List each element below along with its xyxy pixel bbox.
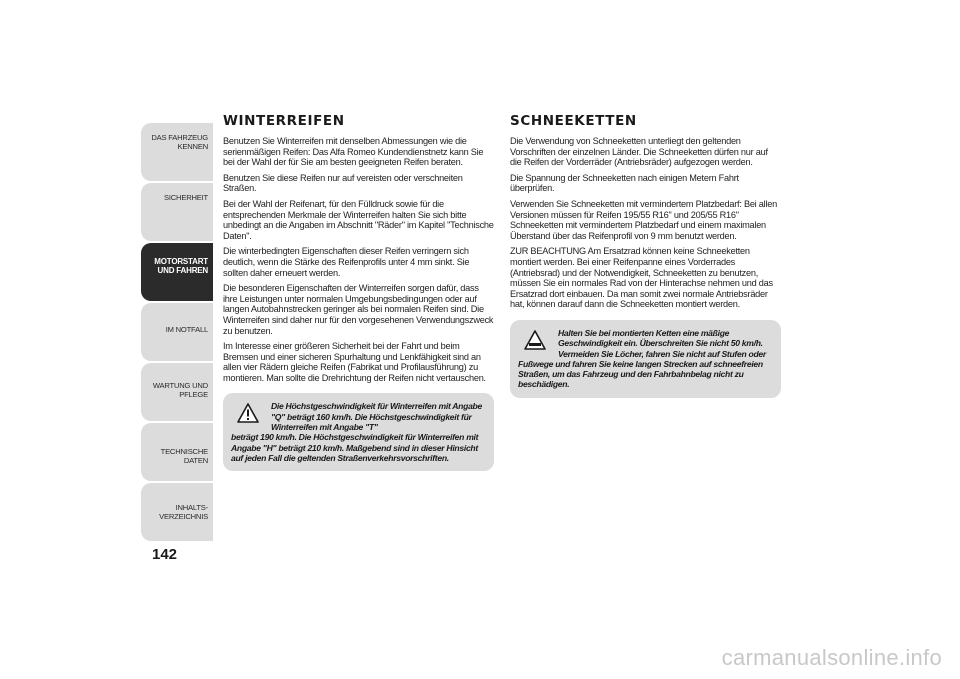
paragraph: Benutzen Sie diese Reifen nur auf vereisten oder verschneiten Straßen. xyxy=(223,172,463,194)
tab-technische-daten[interactable]: TECHNISCHE DATEN xyxy=(141,423,213,481)
paragraph: Die besonderen Eigenschaften der Winterreifen sorgen dafür, dass ihre Leistungen unter normalen Umgebungsbedingungen oder auf langen Autobahnstrecken geringer als bei normalen Reifen sind. Die Winterreifen sind daher nur für den vorgesehenen Verwendungszweck zu benutzen. xyxy=(223,283,494,336)
paragraph: Im Interesse einer größeren Sicherheit bei der Fahrt und beim Bremsen und einer sicheren Spurhaltung und Lenkfähigkeit sind an allen vier Rädern gleiche Reifen (Fabrikat und Profilausführung) zu montieren. Man sollte die Drehrichtung der Reifen nicht vertauschen. xyxy=(223,341,486,383)
warning-text: Die Höchstgeschwindigkeit für Winterreifen mit Angabe "Q" beträgt 160 km/h. Die Höchstgeschwindigkeit für Winterreifen mit Angabe "T" xyxy=(271,401,482,433)
warning-text-rest: beträgt 190 km/h. Die Höchstgeschwindigkeit für Winterreifen mit Angabe "H" beträgt 210 km/h. Maßgebend sind in dieser Hinsicht auf jeden Fall die geltenden Straßenverkehrsvorschriften. xyxy=(231,432,479,463)
paragraph: Die Verwendung von Schneeketten unterliegt den geltenden Vorschriften der einzelnen Länder. Die Schneeketten dürfen nur auf die Reifen der Vorderräder (Antriebsräder) aufgezogen werden. xyxy=(510,136,768,168)
paragraph: Verwenden Sie Schneeketten mit vermindertem Platzbedarf: Bei allen Versionen müssen für Reifen 195/55 R16" und 205/55 R16" Schneeketten mit vermindertem Platzbedarf und einem maximalen Überstand über das Reifenprofil von 9 mm benutzt werden. xyxy=(510,198,777,241)
section-title: WINTERREIFEN xyxy=(223,113,345,129)
tab-motorstart-und-fahren[interactable]: MOTORSTART UND FAHREN xyxy=(141,243,213,301)
warning-box xyxy=(223,393,494,471)
section-schneeketten xyxy=(510,113,781,398)
warning-triangle-icon xyxy=(237,403,259,423)
tab-wartung-und-pflege[interactable]: WARTUNG UND PFLEGE xyxy=(141,363,213,421)
paragraph: Bei der Wahl der Reifenart, für den Fülldruck sowie für die entsprechenden Merkmale der Winterreifen halten Sie sich bitte unbedingt an die Angaben im Abschnitt "Räder" im Kapitel "Technische Daten". xyxy=(223,198,494,241)
tab-das-fahrzeug-kennen[interactable]: DAS FAHRZEUG KENNEN xyxy=(141,123,213,181)
page-number: 142 xyxy=(152,546,178,563)
paragraph: ZUR BEACHTUNG Am Ersatzrad können keine Schneeketten montiert werden. Bei einer Reifenpanne eines Vorderrades (Antriebsrad) und der Notwendigkeit, Schneeketten zu benutzen, müssen Sie ein normales Rad von der Hinterachse nehmen und das Ersatzrad dort einbauen. Da man somit zwei normale Antriebsräder hat, können darauf dann die Schneeketten montiert werden. xyxy=(510,246,773,310)
warning-box xyxy=(510,320,781,398)
warning-text-rest: Fußwege und fahren Sie keine langen Strecken auf schneefreien Straßen, um das Fahrzeug und den Fahrbahnbelag nicht zu beschädigen. xyxy=(518,358,763,390)
warning-text: Halten Sie bei montierten Ketten eine mäßige Geschwindigkeit ein. Überschreiten Sie nicht 50 km/h. Vermeiden Sie Löcher, fahren Sie nicht auf Stufen oder xyxy=(558,327,766,359)
paragraph: Die Spannung der Schneeketten nach einigen Metern Fahrt überprüfen. xyxy=(510,172,739,194)
warning-triangle-icon xyxy=(524,330,546,350)
paragraph: Benutzen Sie Winterreifen mit denselben Abmessungen wie die serienmäßigen Reifen: Das Alfa Romeo Kundendienstnetz kann Sie bei der Wahl der für Sie am besten geeigneten Reifen beraten. xyxy=(223,136,484,168)
paragraph: Die winterbedingten Eigenschaften dieser Reifen verringern sich deutlich, wenn die Stärke des Reifenprofils unter 4 mm sinkt. Sie sollten daher erneuert werden. xyxy=(223,246,470,278)
section-title: SCHNEEKETTEN xyxy=(510,113,637,129)
tab-inhaltsverzeichnis[interactable]: INHALTS- VERZEICHNIS xyxy=(141,483,213,541)
tab-sicherheit[interactable]: SICHERHEIT xyxy=(141,183,213,241)
watermark[interactable]: carmanualsonline.info xyxy=(721,645,942,670)
tab-im-notfall[interactable]: IM NOTFALL xyxy=(141,303,213,361)
section-winterreifen xyxy=(223,113,494,471)
